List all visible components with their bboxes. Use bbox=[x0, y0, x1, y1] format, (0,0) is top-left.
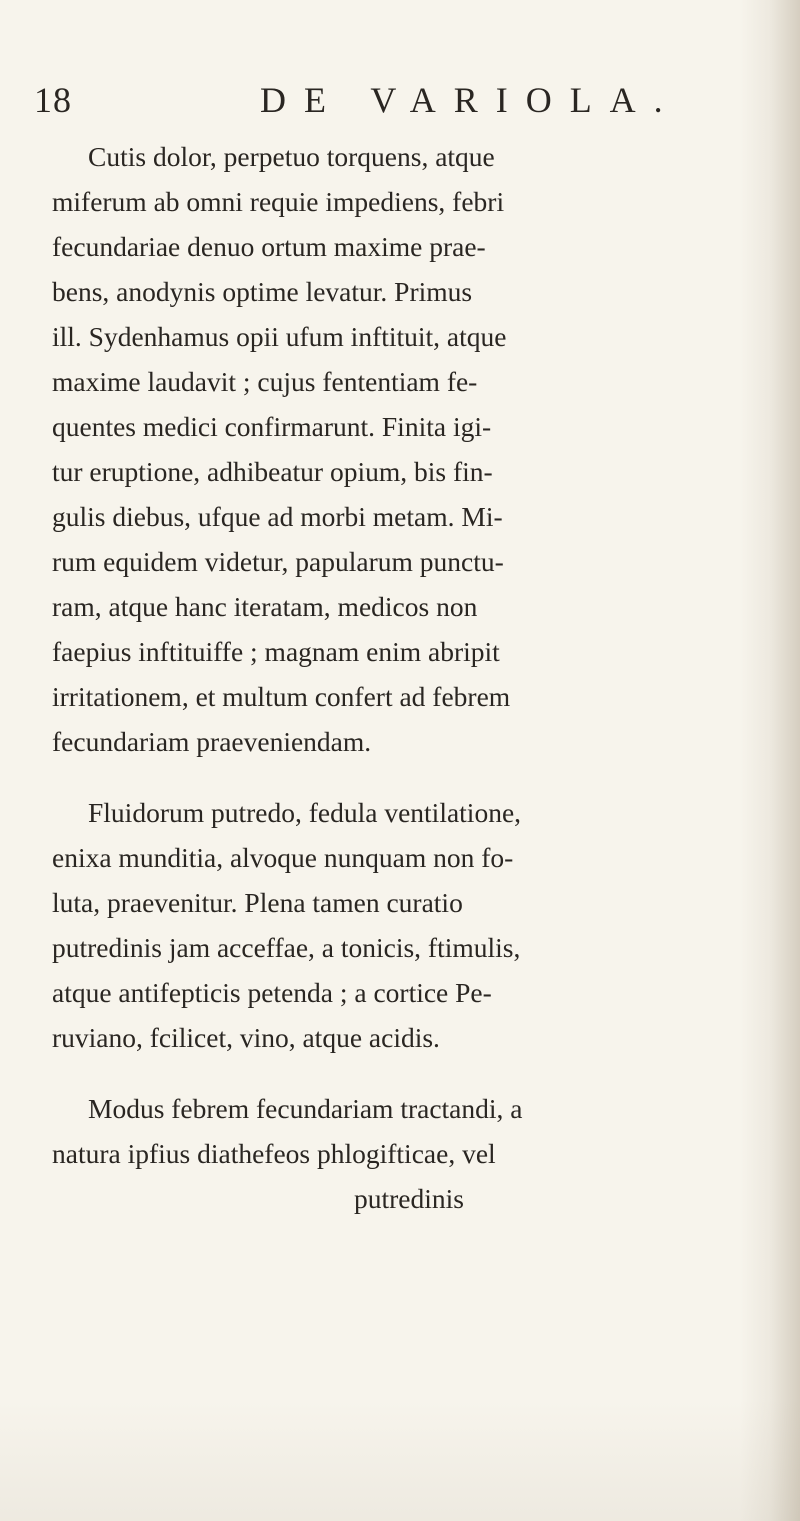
text-line: ruviano, fcilicet, vino, atque acidis. bbox=[52, 1022, 440, 1053]
text-line: Modus febrem fecundariam tractandi, a bbox=[88, 1093, 523, 1124]
text-line: fecundariam praeveniendam. bbox=[52, 726, 372, 757]
paragraph bbox=[52, 1086, 758, 1221]
text-line: tur eruptione, adhibeatur opium, bis fin- bbox=[52, 456, 493, 487]
text-line: ram, atque hanc iteratam, medicos non bbox=[52, 591, 478, 622]
text-line: enixa munditia, alvoque nunquam non fo- bbox=[52, 842, 514, 873]
body-text bbox=[52, 134, 758, 1247]
page-number: 18 bbox=[34, 80, 72, 120]
page-header bbox=[34, 70, 754, 130]
text-line: rum equidem videtur, papularum punctu- bbox=[52, 546, 504, 577]
running-title: DE VARIOLA. bbox=[260, 80, 681, 120]
paragraph bbox=[52, 134, 758, 764]
text-line: bens, anodynis optime levatur. Primus bbox=[52, 276, 473, 307]
catchword: putredinis bbox=[354, 1183, 464, 1214]
text-line: gulis diebus, ufque ad morbi metam. Mi- bbox=[52, 501, 503, 532]
text-line: faepius inftituiffe ; magnam enim abripit bbox=[52, 636, 500, 667]
text-line: ill. Sydenhamus opii ufum inftituit, atque bbox=[52, 321, 507, 352]
paragraph bbox=[52, 790, 758, 1060]
text-line: quentes medici confirmarunt. Finita igi- bbox=[52, 411, 492, 442]
text-line: irritationem, et multum confert ad febrem bbox=[52, 681, 511, 712]
text-line: Fluidorum putredo, fedula ventilatione, bbox=[88, 797, 522, 828]
text-line: Cutis dolor, perpetuo torquens, atque bbox=[88, 141, 495, 172]
text-line: natura ipfius diathefeos phlogifticae, vel bbox=[52, 1138, 496, 1169]
text-line: maxime laudavit ; cujus fententiam fe- bbox=[52, 366, 478, 397]
text-line: atque antifepticis petenda ; a cortice Pe- bbox=[52, 977, 492, 1008]
text-line: putredinis jam acceffae, a tonicis, ftimulis, bbox=[52, 932, 521, 963]
text-line: fecundariae denuo ortum maxime prae- bbox=[52, 231, 486, 262]
text-line: miferum ab omni requie impediens, febri bbox=[52, 186, 505, 217]
text-line: luta, praevenitur. Plena tamen curatio bbox=[52, 887, 463, 918]
